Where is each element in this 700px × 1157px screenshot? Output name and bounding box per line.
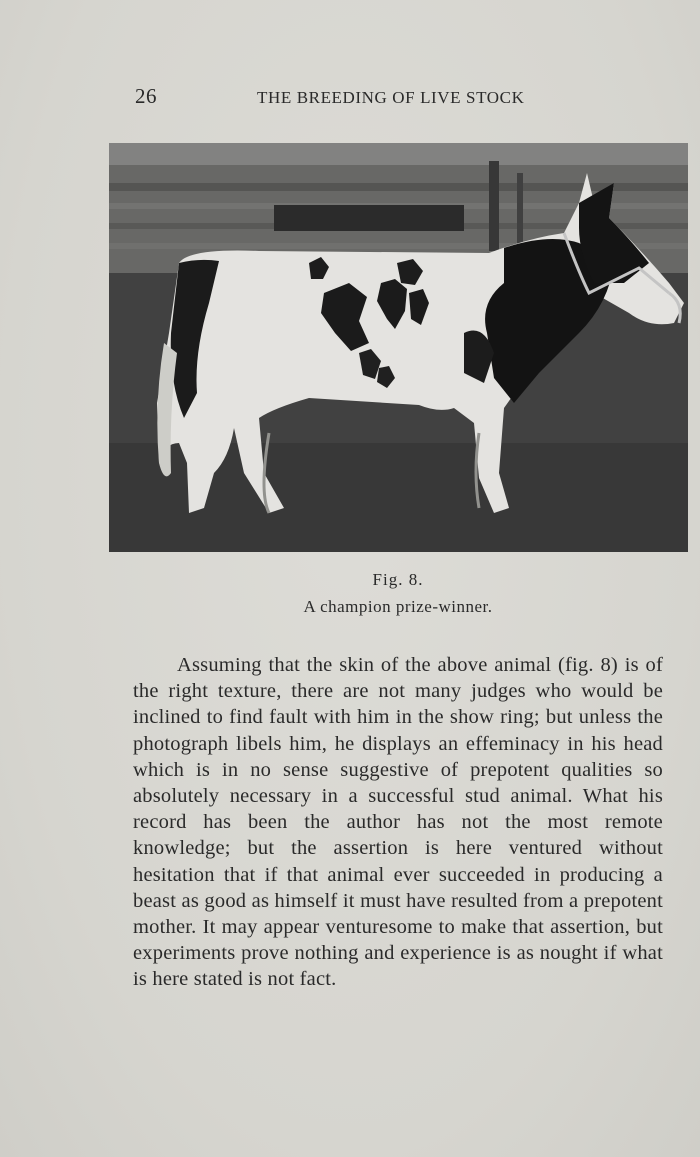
figure-label: Fig. 8. [372,570,424,589]
body-paragraph: Assuming that the skin of the above animal (fig. 8) is of the right texture, there are not many judges who would be inclined to find fault with him in the show ring; but unless the photograph libels him, he displays an effeminacy in his head which is in no sense suggestive of prepotent qualities so absolutely necessary in a successful stud animal. What his record has been the author has not the most remote knowledge; but the assertion is here ventured without hesitation that if that animal ever succeeded in producing a beast as good as himself it must have resulted from a prepotent mother. It may appear venturesome to make that assertion, but experiments prove nothing and experience is as nought if what is here stated is not fact. [133,654,663,991]
figure-caption: A champion prize-winner. [303,597,493,616]
running-title: THE BREEDING OF LIVE STOCK [257,88,525,107]
cattle-photograph [109,143,688,552]
page-number: 26 [135,84,157,108]
bull-photo-illustration [109,143,688,552]
